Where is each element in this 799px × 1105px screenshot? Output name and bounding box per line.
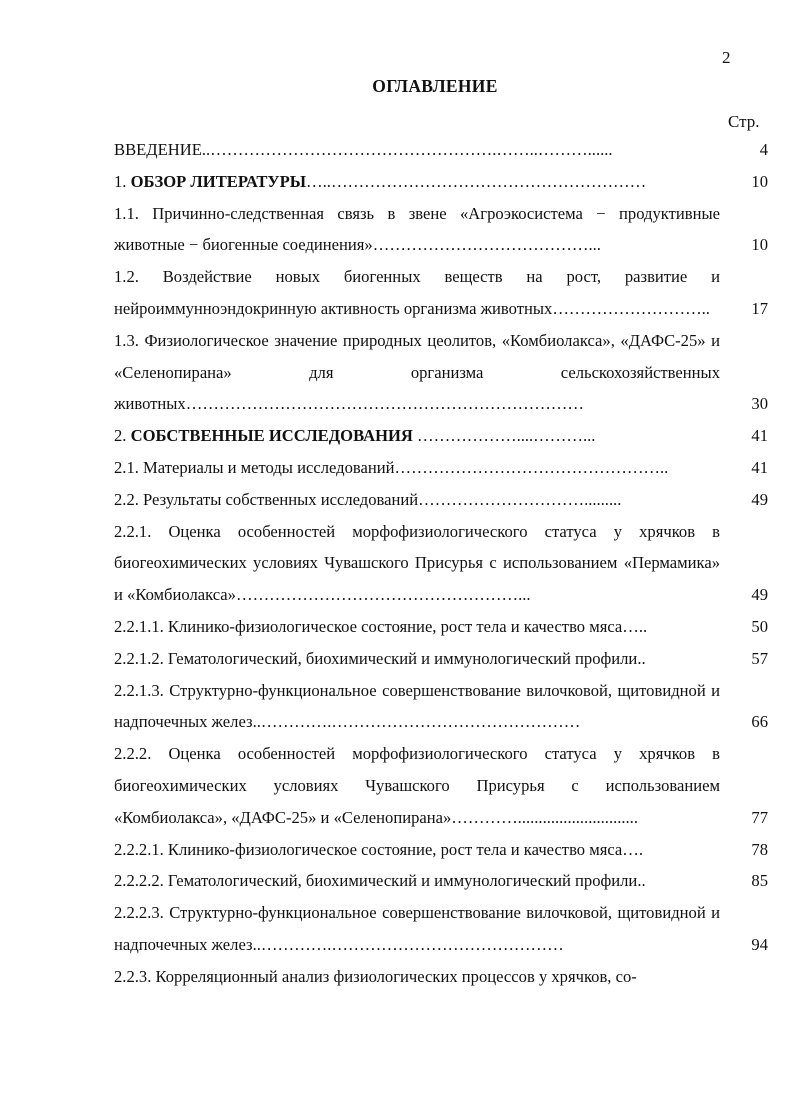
toc-entry-label: 2.1. Материалы и методы исследований <box>114 457 395 477</box>
toc-entry-text <box>114 325 720 420</box>
toc-entry-page: 66 <box>751 712 768 732</box>
toc-entry-page: 94 <box>751 934 768 954</box>
toc-entry-text <box>114 166 720 198</box>
dot-leader: ………………………………………….. <box>394 457 669 477</box>
toc-entry-page: 10 <box>751 171 768 191</box>
toc-entry-page: 85 <box>751 871 768 891</box>
toc-entry <box>114 675 774 739</box>
dot-leader: ……………………………………………... <box>235 585 531 605</box>
toc-entry <box>114 420 774 452</box>
toc-entry-number: 2. <box>114 426 131 446</box>
dot-leader: .. <box>637 648 646 668</box>
toc-entry <box>114 738 774 833</box>
dot-leader: …………………………......... <box>418 489 622 509</box>
toc-entry <box>114 261 774 325</box>
toc-entry-text <box>114 420 720 452</box>
toc-entry <box>114 611 774 643</box>
toc-entry-text <box>114 675 720 739</box>
toc-entry-label: 2.2.2.1. Клинико-физиологическое состояние, рост тела и качество мяса <box>114 839 623 859</box>
toc-entry <box>114 198 774 262</box>
toc-entry-page: 30 <box>751 394 768 414</box>
toc-entry-text <box>114 516 720 611</box>
toc-entry-text <box>114 452 720 484</box>
toc-entry-label: 2.2.1. Оценка особенностей морфофизиологического статуса у хрячков в биогеохимических условиях Чувашского Присурья с использованием «Пермамика» и «Комбиолакса» <box>114 521 720 605</box>
toc-entry-label: 2.2.2.2. Гематологический, биохимический и иммунологический профили <box>114 871 638 891</box>
table-of-contents <box>114 134 774 993</box>
toc-entry-page: 50 <box>751 616 768 636</box>
toc-entry-label: 2.2.1.2. Гематологический, биохимический и иммунологический профили <box>114 648 638 668</box>
dot-leader: …………............................. <box>451 807 638 827</box>
toc-entry-text <box>114 484 720 516</box>
toc-entry <box>114 452 774 484</box>
toc-entry <box>114 325 774 420</box>
dot-leader: …. <box>622 839 644 859</box>
toc-entry-text <box>114 643 720 675</box>
page-number: 2 <box>722 48 731 67</box>
dot-leader: ..………….…………………………………… <box>252 934 564 954</box>
toc-entry-text <box>114 961 720 993</box>
toc-entry-page: 77 <box>751 807 768 827</box>
toc-entry-label: 2.2. Результаты собственных исследований <box>114 489 419 509</box>
toc-entry-page: 57 <box>751 648 768 668</box>
toc-entry-page: 49 <box>751 585 768 605</box>
toc-entry-text <box>114 198 720 262</box>
toc-entry <box>114 484 774 516</box>
toc-entry-label: 2.2.2. Оценка особенностей морфофизиологического статуса у хрячков в биогеохимических условиях Чувашского Присурья с использованием «Комбиолакса», «ДАФС-25» и «Селенопирана» <box>114 744 720 827</box>
toc-entry-heading: СОБСТВЕННЫЕ ИССЛЕДОВАНИЯ <box>130 426 413 446</box>
toc-entry-label: 2.2.1.1. Клинико-физиологическое состояние, рост тела и качество мяса <box>114 616 623 636</box>
toc-entry <box>114 516 774 611</box>
toc-entry-label: 1.1. Причинно-следственная связь в звене «Агроэкосистема − продуктивные животные − биогенные соединения» <box>114 203 720 255</box>
dot-leader: …………………………………... <box>372 235 601 255</box>
toc-entry-label: 1.3. Физиологическое значение природных цеолитов, «Комбиолакса», «ДАФС-25» и «Селенопирана» для организма сельскохозяйственных животных <box>114 330 720 414</box>
toc-entry-page: 4 <box>759 140 768 159</box>
toc-entry <box>114 897 774 961</box>
toc-entry-page: 10 <box>751 235 768 255</box>
dot-leader: ………………....………... <box>412 426 596 446</box>
dot-leader: …..………………………………………………… <box>306 171 647 191</box>
toc-entry <box>114 865 774 897</box>
toc-entry-text <box>114 134 720 166</box>
toc-entry-heading: ОБЗОР ЛИТЕРАТУРЫ <box>130 171 307 191</box>
toc-entry-text <box>114 865 720 897</box>
toc-entry <box>114 643 774 675</box>
toc-entry-text <box>114 834 720 866</box>
toc-entry <box>114 134 774 166</box>
toc-entry-page: 41 <box>751 457 768 477</box>
toc-entry-page: 41 <box>751 426 768 446</box>
toc-entry-text <box>114 611 720 643</box>
dot-leader: ..………….……………………………………… <box>252 712 581 732</box>
toc-entry-text <box>114 897 720 961</box>
toc-entry-page: 49 <box>751 489 768 509</box>
dot-leader: ..…………………………………………….……..………...... <box>201 140 613 159</box>
dot-leader: ……………………………………………………………… <box>185 394 584 414</box>
toc-entry-page: 78 <box>751 839 768 859</box>
toc-entry-label: ВВЕДЕНИЕ <box>114 140 202 159</box>
toc-entry-label: 2.2.2.3. Структурно-функциональное совершенствование вилочковой, щитовидной и надпочечных желез <box>114 903 720 954</box>
toc-entry-number: 1. <box>114 171 131 191</box>
toc-entry <box>114 166 774 198</box>
toc-entry-text <box>114 261 720 325</box>
dot-leader: ……………………….. <box>552 298 710 318</box>
toc-entry-text <box>114 738 720 833</box>
dot-leader: ….. <box>622 616 648 636</box>
toc-entry <box>114 961 774 993</box>
toc-entry-label: 2.2.3. Корреляционный анализ физиологических процессов у хрячков, со- <box>114 966 637 986</box>
toc-entry-label: 1.2. Воздействие новых биогенных веществ на рост, развитие и нейроиммунноэндокринную активность организма животных <box>114 267 720 318</box>
toc-entry-label: 2.2.1.3. Структурно-функциональное совершенствование вилочковой, щитовидной и надпочечных желез <box>114 680 720 732</box>
page-title: ОГЛАВЛЕНИЕ <box>372 76 498 96</box>
toc-entry-page: 17 <box>751 298 768 318</box>
dot-leader: .. <box>637 871 646 891</box>
toc-entry <box>114 834 774 866</box>
page-column-label: Стр. <box>728 112 760 131</box>
